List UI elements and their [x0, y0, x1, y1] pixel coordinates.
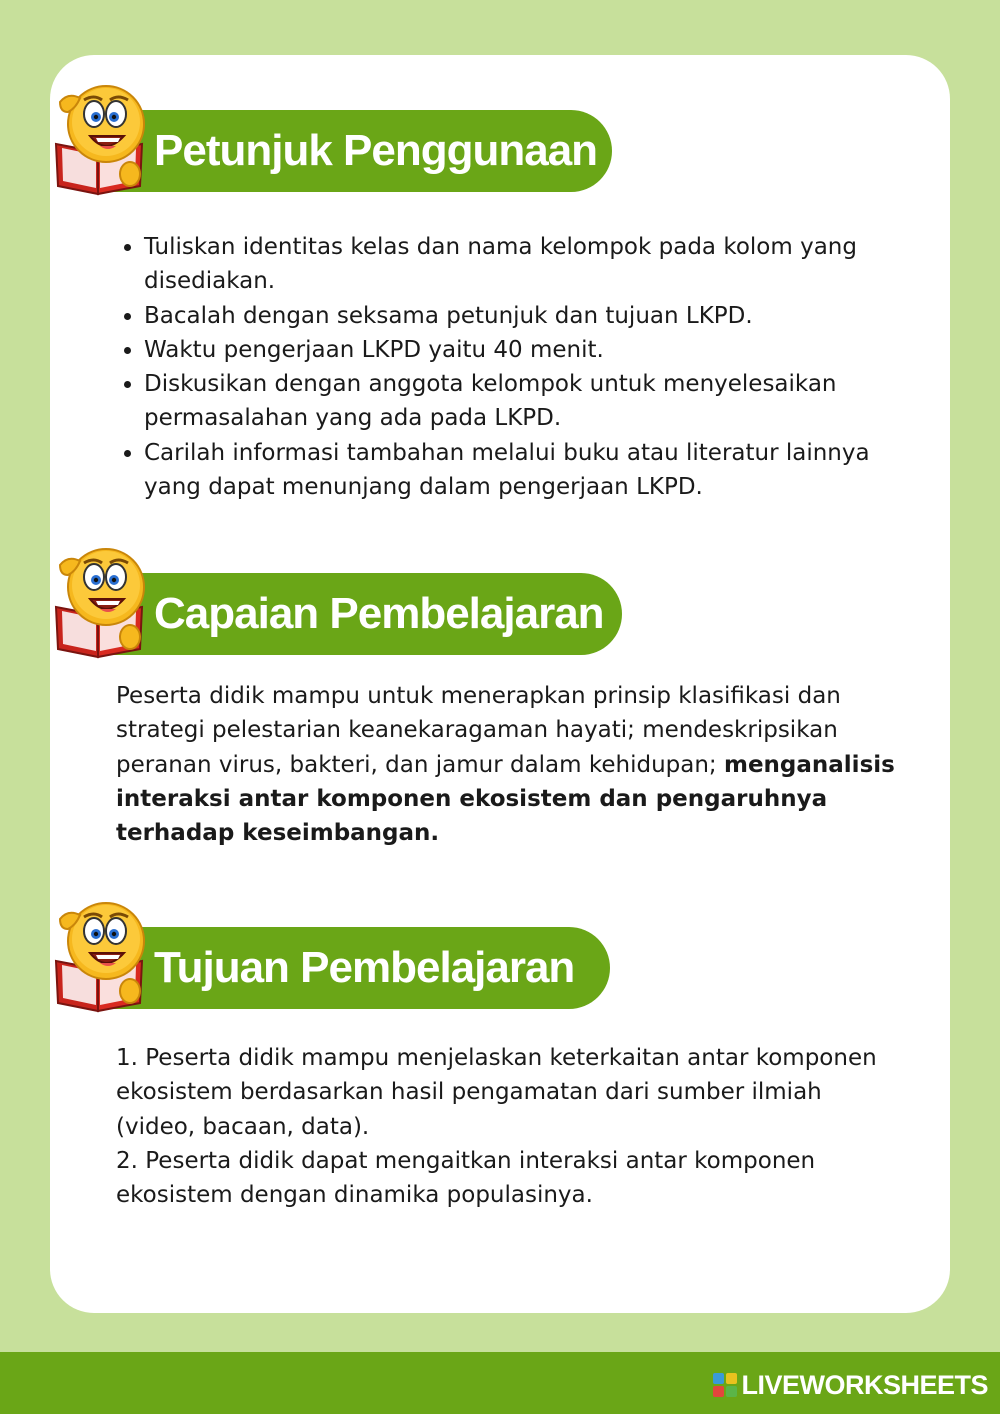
- section-title: Petunjuk Penggunaan: [154, 126, 598, 175]
- logo-text: LIVEWORKSHEETS: [741, 1369, 988, 1400]
- list-item: • Tuliskan identitas kelas dan nama kelompok pada kolom yang disediakan.: [144, 230, 896, 299]
- learning-outcome-text: Peserta didik mampu untuk menerapkan prinsip klasifikasi dan strategi pelestarian keanekaragaman hayati; mendeskripsikan peranan virus, bakteri, dan jamur dalam kehidupan;: [116, 683, 841, 778]
- section-title: Capaian Pembelajaran: [154, 589, 604, 638]
- reading-emoji-mascot-icon: [50, 545, 154, 665]
- instructions-list: [116, 230, 896, 504]
- logo-mark-icon: [713, 1373, 737, 1397]
- learning-outcome-emphasis: menganalisis interaksi antar komponen ekosistem dan pengaruhnya terhadap keseimbangan.: [116, 751, 895, 847]
- learning-outcome-paragraph: [116, 679, 896, 850]
- list-item: • Bacalah dengan seksama petunjuk dan tujuan LKPD.: [144, 299, 896, 333]
- list-item: • Diskusikan dengan anggota kelompok untuk menyelesaikan permasalahan yang ada pada LKPD.: [144, 367, 896, 436]
- list-item: • Carilah informasi tambahan melalui buku atau literatur lainnya yang dapat menunjang dalam pengerjaan LKPD.: [144, 436, 896, 505]
- goal-item: 2. Peserta didik dapat mengaitkan interaksi antar komponen ekosistem dengan dinamika populasinya.: [116, 1147, 816, 1209]
- learning-goals: [116, 1041, 896, 1212]
- liveworksheets-logo[interactable]: [713, 1368, 988, 1402]
- section-banner: [110, 927, 610, 1009]
- section-title: Tujuan Pembelajaran: [154, 943, 575, 992]
- list-item: • Waktu pengerjaan LKPD yaitu 40 menit.: [144, 333, 896, 367]
- reading-emoji-mascot-icon: [50, 82, 154, 202]
- reading-emoji-mascot-icon: [50, 899, 154, 1019]
- section-banner: [110, 573, 622, 655]
- goal-item: 1. Peserta didik mampu menjelaskan keterkaitan antar komponen ekosistem berdasarkan hasil pengamatan dari sumber ilmiah (video, bacaan, data).: [116, 1045, 877, 1140]
- footer-bar: [0, 1352, 1000, 1414]
- content-card: [50, 55, 950, 1313]
- section-banner: [110, 110, 612, 192]
